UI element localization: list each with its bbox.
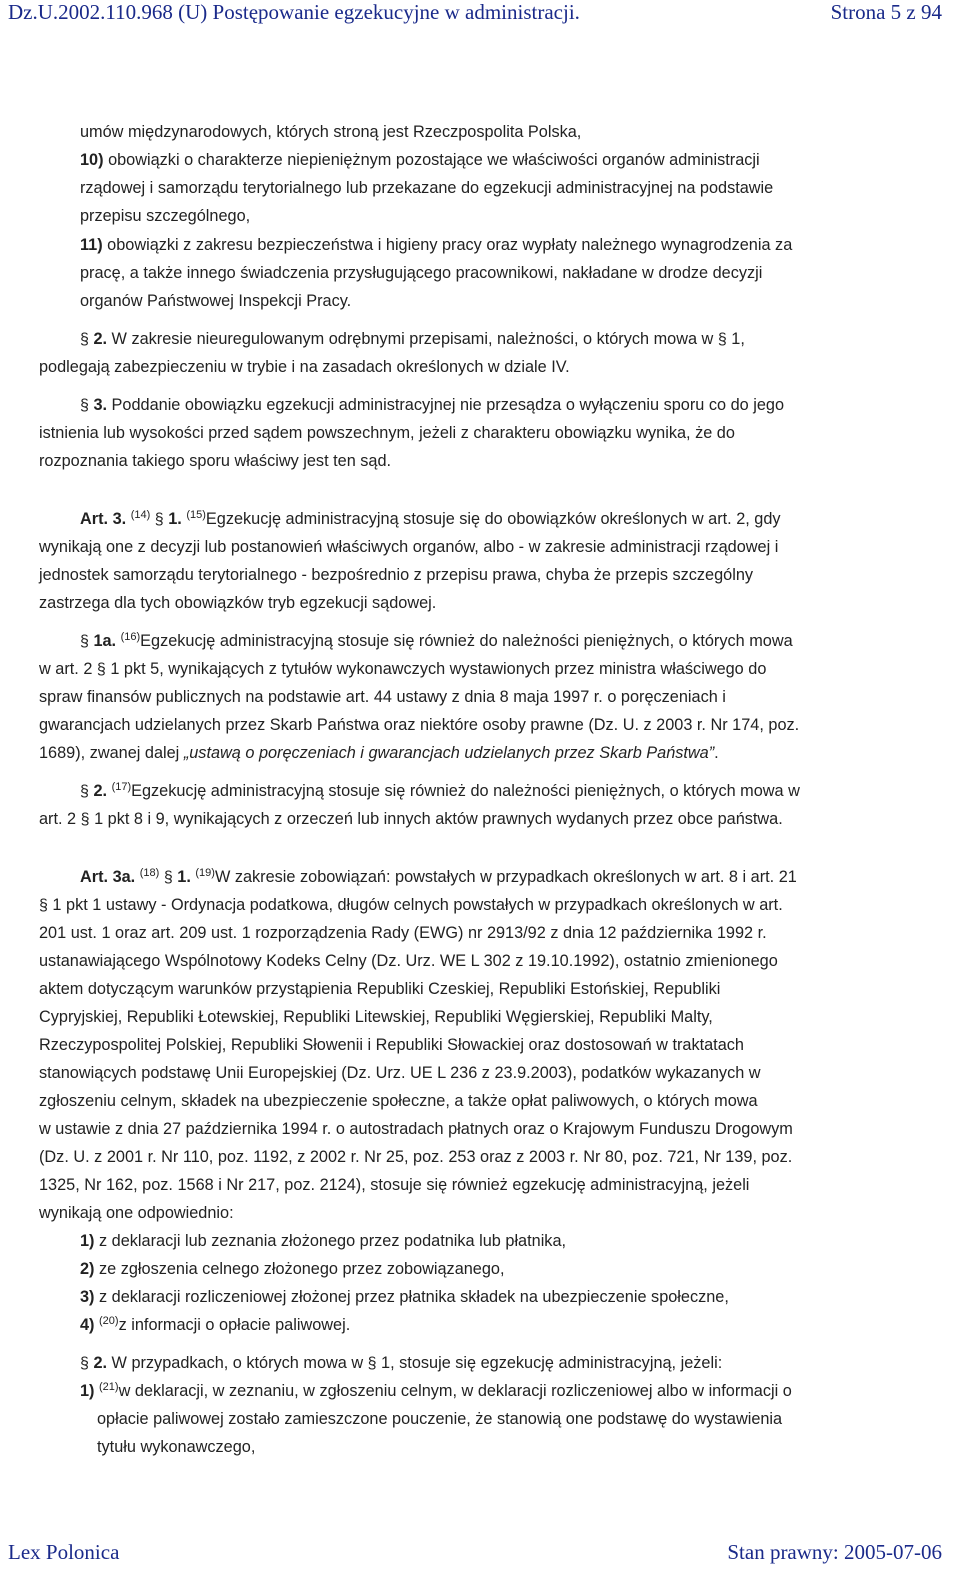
text-line: wynikają one z decyzji lub postanowień właściwych organów, albo - w zakresie administracji rządowej i [39,538,779,556]
text-line: tytułu wykonawczego, [97,1438,256,1456]
item-number: 10) [80,151,104,169]
defined-term: „ustawą o poręczeniach i gwarancjach udzielanych przez Skarb Państwa” [183,744,715,762]
text-line: z deklaracji lub zeznania złożonego przez podatnika lub płatnika, [94,1232,567,1250]
section-sign: § [163,869,173,886]
list-item [80,1289,729,1305]
text-span: 1 pkt 5, wynikających z tytułów wykonawczych wystawionych przez ministra właściwego do [105,660,767,678]
item-number: 4) [80,1316,95,1334]
text-line: w deklaracji, w zeznaniu, w zgłoszeniu celnym, w deklaracji rozliczeniowej albo w informacji o [118,1382,792,1400]
article-number: Art. 3. [80,510,127,528]
section-sign: § [39,897,48,914]
text-line: z deklaracji rozliczeniowej złożonej przez płatnika składek na ubezpieczenie społeczne, [94,1288,729,1306]
text-line: z informacji o opłacie paliwowej. [118,1316,351,1334]
text-line: 1325, Nr 162, poz. 1568 i Nr 217, poz. 2124), stosuje się również egzekucję administracyjną, jeżeli [39,1176,750,1194]
text-line: gwarancjach udzielanych przez Skarb Państwa oraz niektóre osoby prawne (Dz. U. z 2003 r. Nr 174, poz. [39,716,800,734]
section-sign: § [80,811,90,828]
footnote-ref[interactable]: (21) [99,1381,119,1393]
text-line: przepisu szczególnego, [80,207,251,225]
header-document-title: Dz.U.2002.110.968 (U) Postępowanie egzekucyjne w administracji. [8,0,580,24]
paragraph-2-art3a [80,1355,722,1372]
item-number: 1) [80,1232,95,1250]
text-line: Egzekucję administracyjną stosuje się również do należności pieniężnych, o których mowa [140,632,793,650]
footnote-ref[interactable]: (19) [195,867,215,879]
text-line: Poddanie obowiązku egzekucji administracyjnej nie przesądza o wyłączeniu sporu co do jego [107,396,784,414]
section-sign: § [80,397,89,414]
item-number: 11) [80,236,103,254]
text-span: . [714,744,719,762]
paragraph-number: 2. [93,330,108,348]
text-line: podlegają zabezpieczeniu w trybie i na zasadach określonych w dziale IV. [39,358,570,376]
section-sign: § [80,633,89,650]
footer-publisher: Lex Polonica [8,1540,120,1564]
text-span: w art. 2 [39,660,97,678]
text-line: stanowiących podstawę Unii Europejskiej (Dz. Urz. UE L 236 z 23.9.2003), podatków wykazanych w [39,1064,761,1082]
section-sign: § [154,511,164,528]
text-line: ze zgłoszenia celnego złożonego przez zobowiązanego, [94,1260,505,1278]
section-sign: § [367,1355,377,1372]
footnote-ref[interactable]: (16) [120,631,141,643]
text-line: 1, stosuje się egzekucję administracyjną, jeżeli: [376,1354,723,1372]
text-line: w ustawie z dnia 27 października 1994 r. o autostradach płatnych oraz o Krajowym Funduszu Drogowym [39,1120,793,1138]
section-sign: § [80,1355,89,1372]
paragraph-number: 1. [168,510,182,528]
footnote-ref[interactable]: (15) [186,509,206,521]
text-line [39,661,766,678]
paragraph-number: 2. [93,782,108,800]
list-item [80,1383,792,1399]
text-line [39,897,783,914]
section-sign: § [80,331,89,348]
text-line: ustanawiającego Wspólnotowy Kodeks Celny (Dz. Urz. WE L 302 z 19.10.1992), ostatnio zmienionego [39,952,778,970]
text-line: aktem dotyczącym warunków przystąpienia Republiki Czeskiej, Republiki Estońskiej, Republiki [39,980,721,998]
paragraph-number: 2. [93,1354,108,1372]
section-sign: § [717,331,727,348]
text-line: W przypadkach, o których mowa w [107,1354,368,1372]
list-item [80,1233,566,1249]
text-span: 1689), zwanej dalej [39,744,184,762]
text-line [39,745,719,761]
footnote-ref[interactable]: (17) [111,781,132,793]
text-line: obowiązki z zakresu bezpieczeństwa i higieny pracy oraz wypłaty należnego wynagrodzenia za [102,236,793,254]
paragraph-2-art3 [39,783,800,800]
list-item-11 [80,237,792,253]
section-sign: § [96,661,106,678]
footnote-ref[interactable]: (14) [130,509,151,521]
paragraph-2 [39,331,745,348]
text-line: W zakresie zobowiązań: powstałych w przypadkach określonych w art. 8 i art. 21 [214,868,797,886]
footnote-ref[interactable]: (18) [139,867,160,879]
text-line [39,811,783,828]
text-line: pracę, a także innego świadczenia przysługującego pracownikowi, nakładane w drodze decyzji [80,264,763,282]
header-page-number: Strona 5 z 94 [830,0,942,24]
text-span: 1 pkt 1 ustawy - Ordynacja podatkowa, długów celnych powstałych w przypadkach określonych w art. [47,896,783,914]
paragraph-3 [39,397,784,414]
article-number: Art. 3a. [80,868,136,886]
paragraph-number: 3. [93,396,108,414]
footer-legal-status: Stan prawny: 2005-07-06 [727,1540,942,1564]
list-item-10 [80,152,760,168]
paragraph-number: 1a. [93,632,117,650]
text-line: organów Państwowej Inspekcji Pracy. [80,292,352,310]
text-line: wynikają one odpowiednio: [39,1204,234,1222]
text-line: spraw finansów publicznych na podstawie art. 44 ustawy z dnia 8 maja 1997 r. o poręczeniach i [39,688,726,706]
text-line: zastrzega dla tych obowiązków tryb egzekucji sądowej. [39,594,437,612]
text-span: art. 2 [39,810,81,828]
text-line: rozpoznania takiego sporu właściwy jest ten sąd. [39,452,392,470]
text-span: 1 pkt 8 i 9, wynikających z orzeczeń lub innych aktów prawnych wydanych przez obce państwa. [89,810,783,828]
text-line: (Dz. U. z 2001 r. Nr 110, poz. 1192, z 2002 r. Nr 25, poz. 253 oraz z 2003 r. Nr 80, poz. 721, Nr 139, poz. [39,1148,793,1166]
text-line: istnienia lub wysokości przed sądem powszechnym, jeżeli z charakteru obowiązku wynika, że do [39,424,735,442]
section-sign: § [80,783,89,800]
list-item [80,1261,505,1277]
text-line: 1, [726,330,745,348]
item-number: 2) [80,1260,95,1278]
article-3 [39,511,781,528]
text-line: obowiązki o charakterze niepieniężnym pozostające we właściwości organów administracji [103,151,760,169]
text-line: umów międzynarodowych, których stroną jest Rzeczpospolita Polska, [80,123,582,141]
text-line: zgłoszeniu celnym, składek na ubezpieczenie społeczne, a także opłat paliwowych, o których mowa [39,1092,758,1110]
item-number: 1) [80,1382,95,1400]
footnote-ref[interactable]: (20) [99,1315,119,1327]
list-item [80,1317,350,1333]
text-line: Egzekucję administracyjną stosuje się do obowiązków określonych w art. 2, gdy [205,510,781,528]
text-line: Rzeczypospolitej Polskiej, Republiki Słowenii i Republiki Słowackiej oraz dostosowań w traktatach [39,1036,744,1054]
text-line: opłacie paliwowej zostało zamieszczone pouczenie, że stanowią one podstawę do wystawienia [97,1410,783,1428]
article-3a [39,869,797,886]
text-line: W zakresie nieuregulowanym odrębnymi przepisami, należności, o których mowa w [107,330,718,348]
text-line: Cypryjskiej, Republiki Łotewskiej, Republiki Litewskiej, Republiki Węgierskiej, Republiki Malty, [39,1008,713,1026]
paragraph-number: 1. [177,868,191,886]
paragraph-1a [39,633,793,650]
text-line: Egzekucję administracyjną stosuje się również do należności pieniężnych, o których mowa w [131,782,800,800]
text-line: 201 ust. 1 oraz art. 209 ust. 1 rozporządzenia Rady (EWG) nr 2913/92 z dnia 12 października 1992 r. [39,924,767,942]
item-number: 3) [80,1288,95,1306]
text-line: jednostek samorządu terytorialnego - bezpośrednio z przepisu prawa, chyba że przepis szczególny [39,566,754,584]
text-line: rządowej i samorządu terytorialnego lub przekazane do egzekucji administracyjnej na podstawie [80,179,774,197]
